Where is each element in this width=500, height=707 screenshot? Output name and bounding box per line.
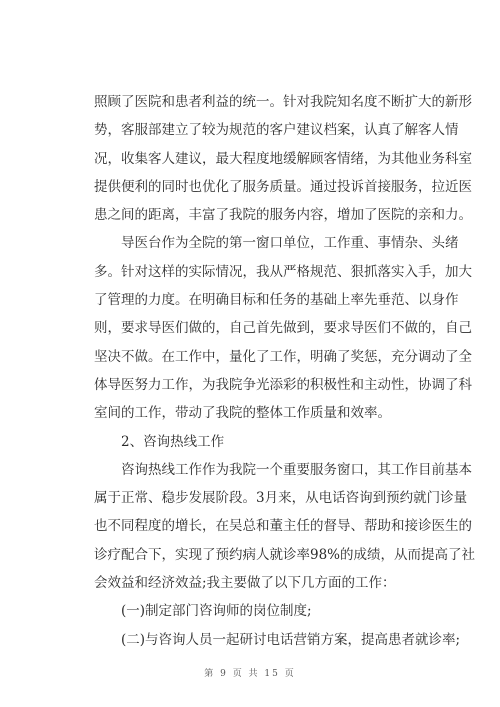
- paragraph-line: 坚决不做。在工作中，量化了工作，明确了奖惩，充分调动了全: [94, 348, 472, 365]
- paragraph-line: 也不同程度的增长，在吴总和董主任的督导、帮助和接诊医生的: [94, 518, 472, 535]
- list-item: (二)与咨询人员一起研讨电话营销方案，提高患者就诊率;: [121, 631, 461, 648]
- section-heading: 2、咨询热线工作: [121, 433, 225, 450]
- paragraph-line: 则，要求导医们做的，自己首先做到，要求导医们不做的，自己: [94, 320, 472, 337]
- body-text: [94, 88, 476, 654]
- paragraph-line: 提供便利的同时也优化了服务质量。通过投诉首接服务，拉近医: [94, 178, 472, 195]
- paragraph-line: 导医台作为全院的第一窗口单位，工作重、事情杂、头绪: [121, 235, 459, 252]
- paragraph-line: 照顾了医院和患者利益的统一。针对我院知名度不断扩大的新形: [94, 94, 472, 110]
- paragraph-line: 属于正常、稳步发展阶段。3月来，从电话咨询到预约就门诊量: [94, 490, 468, 507]
- paragraph-line: 势，客服部建立了较为规范的客户建议档案，认真了解客人情: [94, 122, 459, 139]
- paragraph-line: 多。针对这样的实际情况，我从严格规范、狠抓落实入手，加大: [94, 263, 472, 280]
- paragraph-line: 况，收集客人建议，最大程度地缓解顾客情绪，为其他业务科室: [94, 150, 472, 167]
- paragraph-line: 咨询热线工作作为我院一个重要服务窗口，其工作目前基本: [121, 461, 472, 478]
- paragraph-line: 会效益和经济效益;我主要做了以下几方面的工作：: [94, 575, 396, 592]
- paragraph-line: 体导医努力工作，为我院争光添彩的积极性和主动性，协调了科: [94, 376, 472, 393]
- paragraph-line: 患之间的距离，丰富了我院的服务内容，增加了医院的亲和力。: [94, 207, 472, 224]
- paragraph-line: 诊疗配合下，实现了预约病人就诊率98%的成绩，从而提高了社: [94, 546, 476, 563]
- list-item: (一)制定部门咨询师的岗位制度;: [121, 603, 312, 620]
- paragraph-line: 了管理的力度。在明确目标和任务的基础上率先垂范、以身作: [94, 292, 459, 309]
- paragraph-line: 室间的工作，带动了我院的整体工作质量和效率。: [94, 405, 391, 422]
- page-number-footer: 第 9 页 共 15 页: [204, 669, 296, 679]
